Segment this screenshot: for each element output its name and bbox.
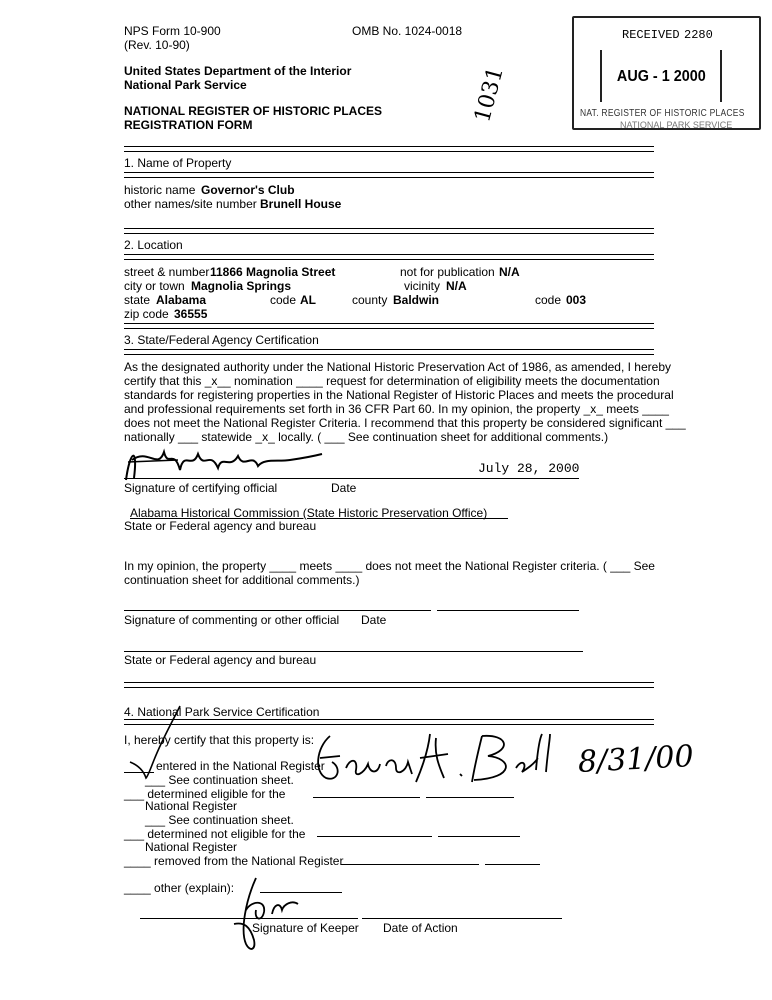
certifying-typed-date: July 28, 2000	[478, 461, 580, 476]
action-date-label: Date of Action	[383, 921, 458, 935]
zip-label: zip code	[124, 307, 169, 321]
not-for-publication-label: not for publication	[400, 265, 495, 279]
omb-number: OMB No. 1024-0018	[352, 24, 463, 38]
county-label: county	[352, 293, 388, 307]
comment-date-line	[437, 610, 579, 611]
city-value: Magnolia Springs	[191, 279, 292, 293]
section-divider	[124, 719, 654, 725]
city-label: city or town	[124, 279, 185, 293]
state-code-value: AL	[300, 293, 316, 307]
street-label: street & number	[124, 265, 210, 279]
county-value: Baldwin	[393, 293, 440, 307]
section-divider	[124, 254, 654, 260]
entered-option: entered in the National Register	[156, 759, 325, 773]
stamp-received: RECEIVED	[622, 28, 680, 42]
county-code-label: code	[535, 293, 562, 307]
certifying-signature-label: Signature of certifying official	[124, 481, 278, 495]
section3-heading: 3. State/Federal Agency Certification	[124, 333, 319, 347]
street-value: 11866 Magnolia Street	[210, 265, 336, 279]
removed-option: ____ removed from the National Register	[124, 854, 344, 868]
not-eligible-option: ___ determined not eligible for the	[124, 827, 306, 841]
certification-line-1: As the designated authority under the National Historic Preservation Act of 1986, as amended, I hereby	[124, 360, 671, 374]
section-divider	[124, 349, 654, 355]
keeper-handwritten-date: 8/31/00	[577, 738, 695, 781]
keeper-for-signature	[226, 870, 306, 960]
keeper-signature-label: Signature of Keeper	[252, 921, 359, 935]
agency-value: Alabama Historical Commission (State Historic Preservation Office)	[130, 506, 488, 520]
section-divider	[124, 146, 654, 152]
certifying-date-label: Date	[331, 481, 357, 495]
comment-signature-label: Signature of commenting or other official	[124, 613, 340, 627]
stamp-footer: NAT. REGISTER OF HISTORIC PLACES	[580, 108, 745, 119]
not-eligible-date-line	[438, 836, 520, 837]
department-name: United States Department of the Interior	[124, 64, 352, 78]
form-title: NATIONAL REGISTER OF HISTORIC PLACES	[124, 104, 383, 118]
agency-line	[478, 518, 508, 519]
see-continuation-1: ___ See continuation sheet.	[145, 773, 294, 787]
agency2-line	[124, 651, 583, 652]
vicinity-label: vicinity	[404, 279, 441, 293]
stamp-footer-2: NATIONAL PARK SERVICE	[620, 120, 733, 130]
section-divider	[124, 228, 654, 234]
eligible-date-line	[426, 797, 514, 798]
not-eligible-sig-line	[317, 836, 432, 837]
agency2-label: State or Federal agency and bureau	[124, 653, 317, 667]
other-names-label: other names/site number	[124, 197, 257, 211]
zip-value: 36555	[174, 307, 208, 321]
action-date-line	[362, 918, 562, 919]
state-label: state	[124, 293, 151, 307]
section1-heading: 1. Name of Property	[124, 156, 232, 170]
historic-name-value: Governor's Club	[201, 183, 295, 197]
stamp-date: AUG - 1 2000	[616, 68, 706, 85]
vicinity-value: N/A	[446, 279, 467, 293]
certification-line-2: certify that this _x__ nomination ____ request for determination of eligibility meets the documentation	[124, 374, 660, 388]
eligible-option-2: National Register	[145, 799, 238, 813]
other-option: ____ other (explain):	[124, 881, 235, 895]
handwritten-number: 1031	[470, 64, 509, 125]
section-divider	[124, 682, 654, 688]
other-names-value: Brunell House	[260, 197, 342, 211]
opinion-line-2: continuation sheet for additional comments.)	[124, 573, 360, 587]
not-for-publication-value: N/A	[499, 265, 520, 279]
state-value: Alabama	[156, 293, 207, 307]
eligible-option: ___ determined eligible for the	[124, 787, 286, 801]
section4-heading: 4. National Park Service Certification	[124, 705, 320, 719]
eligible-sig-line	[313, 797, 420, 798]
state-code-label: code	[270, 293, 297, 307]
keeper-signature	[312, 728, 552, 788]
certification-line-6: nationally ___ statewide _x_ locally. ( ___ See continuation sheet for additional comments.)	[124, 430, 609, 444]
comment-signature-line	[124, 610, 431, 611]
form-number: NPS Form 10-900	[124, 24, 221, 38]
section-divider	[124, 323, 654, 329]
certification-line-5: does not meet the National Register Criteria. I recommend that this property be considered significant ___	[124, 416, 686, 430]
historic-name-label: historic name	[124, 183, 196, 197]
opinion-line-1: In my opinion, the property ____ meets ____ does not meet the National Register criteria. ( ___ See	[124, 559, 655, 573]
certification-line-4: and professional requirements set forth in 36 CFR Part 60. In my opinion, the property _x_ meets ____	[124, 402, 669, 416]
county-code-value: 003	[566, 293, 587, 307]
see-continuation-2: ___ See continuation sheet.	[145, 813, 294, 827]
removed-sig-line	[341, 864, 479, 865]
agency-label: State or Federal agency and bureau	[124, 519, 317, 533]
stamp-received-number: 2280	[684, 28, 713, 42]
keeper-intro: I, hereby certify that this property is:	[124, 733, 315, 747]
form-revision: (Rev. 10-90)	[124, 38, 190, 52]
comment-date-label: Date	[361, 613, 387, 627]
signature-line	[124, 478, 579, 479]
section2-heading: 2. Location	[124, 238, 183, 252]
form-subtitle: REGISTRATION FORM	[124, 118, 253, 132]
certification-line-3: standards for registering properties in the National Register of Historic Places and meets the procedural	[124, 388, 674, 402]
removed-date-line	[485, 864, 540, 865]
section-divider	[124, 172, 654, 178]
service-name: National Park Service	[124, 78, 247, 92]
not-eligible-option-2: National Register	[145, 840, 238, 854]
